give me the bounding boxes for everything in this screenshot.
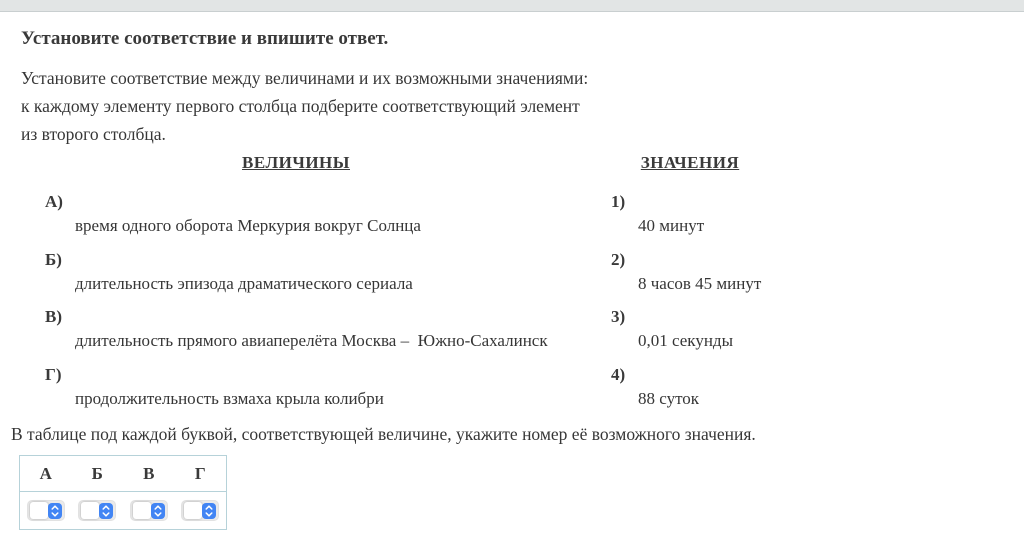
answer-field-v[interactable] <box>133 502 151 519</box>
pair-text-g: продолжительность взмаха крыла колибри <box>75 389 384 408</box>
up-down-chevrons-icon <box>51 505 59 517</box>
instruction-line: из второго столбца. <box>21 124 166 144</box>
up-down-chevrons-icon <box>102 505 110 517</box>
stepper-up-down-button[interactable] <box>202 503 216 519</box>
stepper-up-down-button[interactable] <box>99 503 113 519</box>
answer-field-b[interactable] <box>81 502 99 519</box>
table-instruction: В таблице под каждой буквой, соответствующей величине, укажите номер её возможного значения. <box>11 424 756 444</box>
instruction-line: к каждому элементу первого столбца подберите соответствующий элемент <box>21 96 580 116</box>
answer-stepper-v[interactable] <box>130 500 168 521</box>
question-title: Установите соответствие и впишите ответ. <box>21 28 389 49</box>
value-text-4: 88 суток <box>638 389 700 408</box>
value-text-2: 8 часов 45 минут <box>638 274 762 293</box>
stepper-up-down-button[interactable] <box>48 503 62 519</box>
answer-table-header-row <box>20 456 226 492</box>
up-down-chevrons-icon <box>205 505 213 517</box>
instruction-text <box>21 64 1024 148</box>
answer-header-b: Б <box>91 463 103 483</box>
pair-letter-b: Б) <box>45 250 62 269</box>
up-down-chevrons-icon <box>154 505 162 517</box>
answer-cell-g <box>175 500 227 521</box>
answer-table-input-row <box>20 492 226 529</box>
pair-letter-g: Г) <box>45 365 62 384</box>
answer-header-a: А <box>39 463 52 483</box>
top-bar <box>0 0 1024 12</box>
answer-table <box>19 455 227 530</box>
value-number-3: 3) <box>611 307 626 326</box>
value-number-1: 1) <box>611 192 626 211</box>
answer-field-a[interactable] <box>30 502 48 519</box>
answer-cell-v <box>123 500 175 521</box>
answer-header-g: Г <box>194 463 206 483</box>
pair-letter-a: А) <box>45 192 63 211</box>
value-text-1: 40 минут <box>638 216 705 235</box>
answer-stepper-g[interactable] <box>181 500 219 521</box>
left-column-header: ВЕЛИЧИНЫ <box>242 153 350 172</box>
answer-stepper-a[interactable] <box>27 500 65 521</box>
answer-cell-a <box>20 500 72 521</box>
matching-section <box>0 153 1024 412</box>
value-text-3: 0,01 секунды <box>638 331 733 350</box>
pair-text-b: длительность эпизода драматического сериала <box>75 274 413 293</box>
answer-cell-b <box>72 500 124 521</box>
answer-header-v: В <box>143 463 155 483</box>
pair-text-a: время одного оборота Меркурия вокруг Солнца <box>75 216 421 235</box>
right-column-header: ЗНАЧЕНИЯ <box>640 153 740 172</box>
stepper-up-down-button[interactable] <box>151 503 165 519</box>
value-number-4: 4) <box>611 365 626 384</box>
instruction-line: Установите соответствие между величинами и их возможными значениями: <box>21 68 589 88</box>
pair-text-v: длительность прямого авиаперелёта Москва – Южно-Сахалинск <box>75 331 548 350</box>
answer-stepper-b[interactable] <box>78 500 116 521</box>
value-number-2: 2) <box>611 250 626 269</box>
answer-field-g[interactable] <box>184 502 202 519</box>
pair-letter-v: В) <box>45 307 62 326</box>
